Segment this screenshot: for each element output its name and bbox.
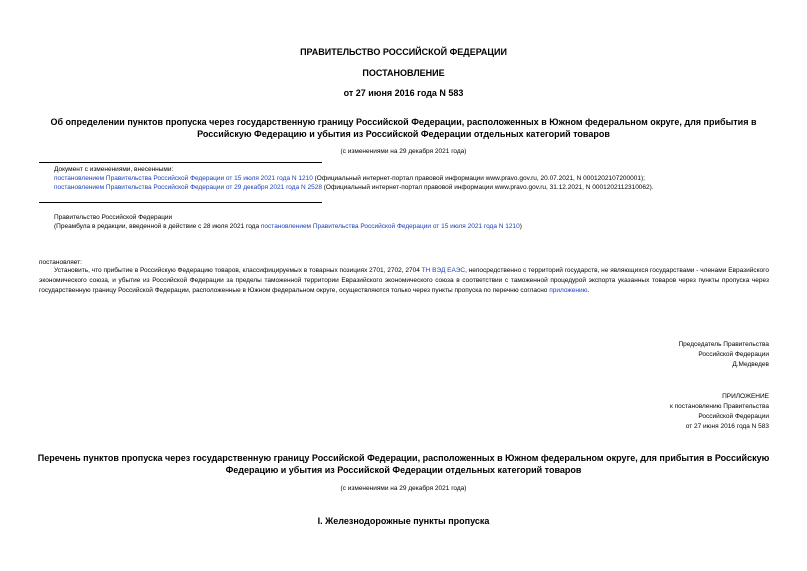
signature-block [678, 340, 769, 370]
preamble-line2 [54, 222, 774, 231]
signature-org: Российской Федерации [698, 351, 769, 358]
changes-block [54, 165, 774, 192]
appendix-link[interactable]: приложению [549, 287, 588, 294]
appendix-label: ПРИЛОЖЕНИЕ [722, 393, 769, 400]
changes-intro: Документ с изменениями, внесенными: [54, 166, 174, 173]
divider-bottom [39, 202, 322, 203]
preamble-line2-start: (Преамбула в редакции, введенной в действие с 28 июля 2021 года [54, 223, 261, 230]
preamble-block [54, 213, 774, 231]
signature-position: Председатель Правительства [678, 341, 769, 348]
government-heading: ПРАВИТЕЛЬСТВО РОССИЙСКОЙ ФЕДЕРАЦИИ [300, 47, 507, 57]
resolves-paragraph [39, 266, 769, 296]
change-link-2528[interactable]: постановлением Правительства Российской Федерации от 29 декабря 2021 года N 2528 [54, 184, 322, 191]
tnved-link[interactable]: ТН ВЭД ЕАЭС [421, 267, 466, 274]
preamble-line2-end: ) [519, 223, 522, 230]
preamble-line1: Правительство Российской Федерации [54, 214, 173, 221]
doc-type-heading: ПОСТАНОВЛЕНИЕ [362, 68, 445, 78]
changes-item-2-text: (Официальный интернет-портал правовой информации www.pravo.gov.ru, 31.12.2021, N 0001202112310062). [321, 184, 654, 191]
appendix-org: Российской Федерации [698, 413, 769, 420]
list-amended-note: (с изменениями на 29 декабря 2021 года) [340, 485, 467, 492]
appendix-date: от 27 июня 2016 года N 583 [685, 423, 769, 430]
resolves-text-start: Установить, что прибытие в Российскую Федерацию товаров, классифицируемых в товарных позициях 2701, 2702, 2704 [54, 267, 422, 274]
appendix-block [670, 392, 769, 432]
list-title [0, 452, 807, 476]
resolves-text-mid: , непосредственно с территорий государств, не являющихся государствами - членами Евразийского экономического союза, и убытие из Российской Федерации за пределы таможенной территории Евразийского экономического союза в соответствии с таможенной процедурой экспорта указанных товаров через пункты пропуска через государственную границу Российской Федерации, расположенные в Южном федеральном округе, осуществляются только через пункты пропуска по перечню согласно [39, 267, 770, 294]
document-title-line1: Об определении пунктов пропуска через государственную границу Российской Федерации, расположенных в Южном федеральном округе, для прибытия в [50, 117, 757, 127]
change-link-1210[interactable]: постановлением Правительства Российской Федерации от 15 июля 2021 года N 1210 [54, 175, 313, 182]
list-title-line2: Федерацию и убытия из Российской Федерации отдельных категорий товаров [225, 465, 582, 475]
appendix-ref: к постановлению Правительства [669, 403, 769, 410]
amended-note: (с изменениями на 29 декабря 2021 года) [340, 148, 467, 155]
signature-name: Д.Медведев [732, 361, 769, 368]
resolves-text-end: . [587, 287, 590, 294]
document-title [0, 116, 807, 140]
document-title-line2: Российскую Федерацию и убытия из Российской Федерации отдельных категорий товаров [197, 129, 610, 139]
list-title-line1: Перечень пунктов пропуска через государственную границу Российской Федерации, расположенных в Южном федеральном округе, для прибытия в Российскую [37, 453, 770, 463]
resolves-label: постановляет: [39, 259, 82, 266]
changes-item-2 [54, 183, 774, 192]
changes-item-1 [54, 174, 774, 183]
changes-item-1-text: (Официальный интернет-портал правовой информации www.pravo.gov.ru, 20.07.2021, N 0001202107200001); [312, 175, 645, 182]
divider-top [39, 162, 322, 163]
section-heading-railway: I. Железнодорожные пункты пропуска [317, 516, 490, 526]
preamble-link-1210[interactable]: постановлением Правительства Российской Федерации от 15 июля 2021 года N 1210 [260, 223, 520, 230]
date-number-heading: от 27 июня 2016 года N 583 [343, 88, 464, 98]
